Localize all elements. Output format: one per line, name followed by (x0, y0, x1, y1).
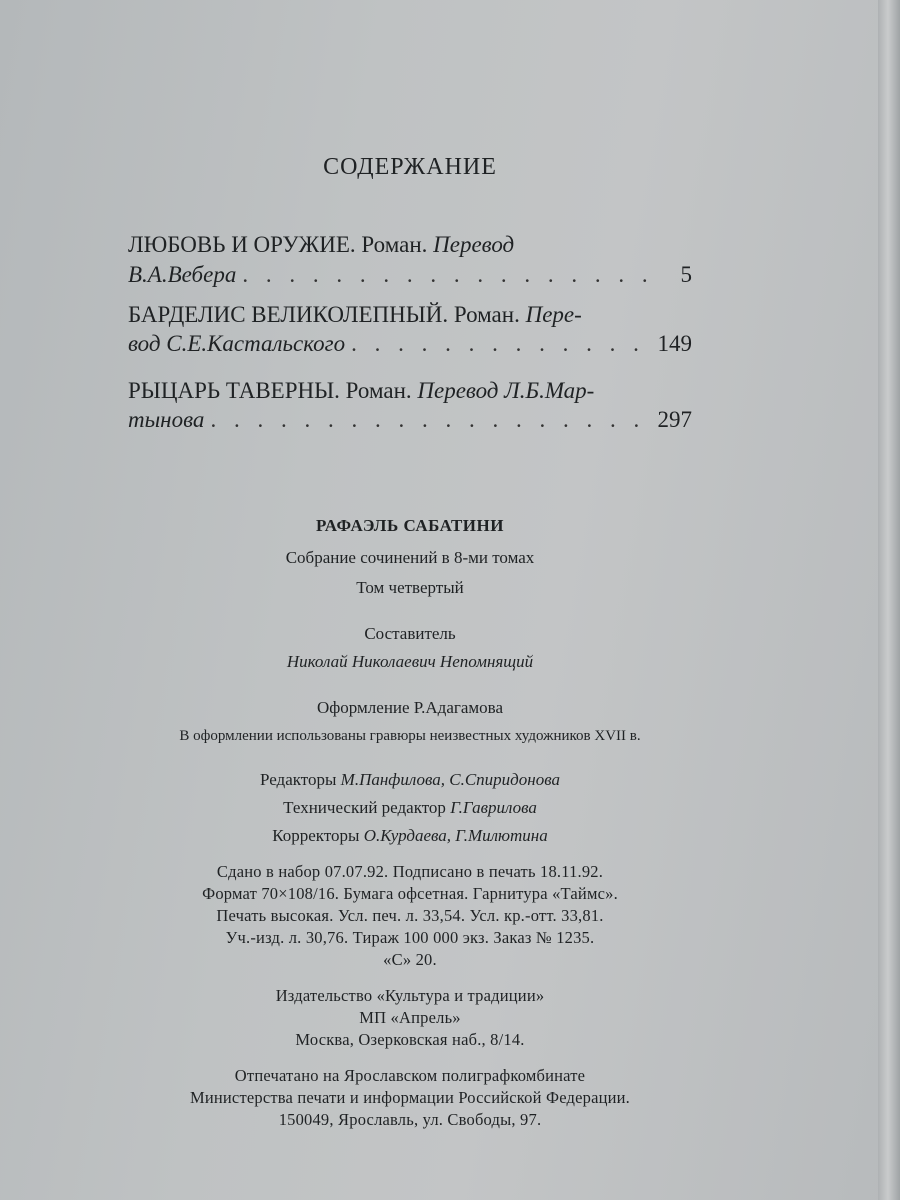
production-line-1: Сдано в набор 07.07.92. Подписано в печать 18.11.92. (216, 862, 604, 881)
publisher-line-2: МП «Апрель» (359, 1008, 461, 1027)
production-line-2: Формат 70×108/16. Бумага офсетная. Гарнитура «Таймс». (202, 884, 618, 903)
production-line-5: «С» 20. (383, 950, 437, 969)
imprint-tech-editor (0, 798, 820, 818)
imprint-author: РАФАЭЛЬ САБАТИНИ (316, 516, 504, 535)
imprint-engravings-note: В оформлении использованы гравюры неизвестных художников XVII в. (179, 728, 641, 744)
imprint-design: Оформление Р.Адагамова (317, 698, 503, 717)
imprint-editors (0, 770, 820, 790)
printer-line-1: Отпечатано на Ярославском полиграфкомбинате (234, 1066, 586, 1085)
toc-entry-3-line1 (128, 378, 594, 404)
imprint-editors-names: М.Панфилова, С.Спиридонова (340, 770, 560, 789)
toc-entry-1-page: 5 (680, 262, 692, 287)
toc-entry-2-page: 149 (657, 331, 692, 356)
imprint-compiler-name: Николай Николаевич Непомнящий (286, 652, 534, 671)
imprint-volume: Том четвертый (356, 578, 464, 597)
imprint-editors-label: Редакторы (260, 770, 337, 789)
imprint-tech-editor-name: Г.Гаврилова (450, 798, 537, 817)
toc-entry-3-title: РЫЦАРЬ ТАВЕРНЫ. Роман. (128, 378, 412, 403)
page-edge (878, 0, 900, 1200)
production-line-3: Печать высокая. Усл. печ. л. 33,54. Усл. кр.-отт. 33,81. (216, 906, 604, 925)
toc-entry-3-translation: Перевод Л.Б.Мар- (417, 378, 595, 403)
printer-line-3: 150049, Ярославль, ул. Свободы, 97. (278, 1110, 542, 1129)
toc-entry-3-page: 297 (657, 407, 692, 432)
imprint-tech-editor-label: Технический редактор (283, 798, 446, 817)
imprint-proofreaders-names: О.Курдаева, Г.Милютина (363, 826, 548, 845)
toc-entry-2-translation: Пере- (525, 302, 582, 327)
imprint-collection: Собрание сочинений в 8-ми томах (285, 548, 535, 567)
toc-entry-2-line2 (128, 331, 692, 357)
publisher-line-3: Москва, Озерковская наб., 8/14. (295, 1030, 525, 1049)
toc-entry-3-line2 (128, 407, 692, 433)
toc-entry-2-title: БАРДЕЛИС ВЕЛИКОЛЕПНЫЙ. Роман. (128, 302, 520, 327)
toc-entry-1-translator: В.А.Вебера (128, 262, 237, 287)
toc-leader-dots (242, 262, 658, 288)
production-line-4: Уч.-изд. л. 30,76. Тираж 100 000 экз. Заказ № 1235. (225, 928, 595, 947)
imprint-compiler-label: Составитель (364, 624, 456, 643)
imprint-proofreaders-label: Корректоры (272, 826, 360, 845)
toc-entry-1-translation: Перевод (433, 232, 515, 257)
publisher-line-1: Издательство «Культура и традиции» (275, 986, 545, 1005)
imprint-proofreaders (0, 826, 820, 846)
toc-title: СОДЕРЖАНИЕ (323, 154, 497, 180)
toc-entry-1-title: ЛЮБОВЬ И ОРУЖИЕ. Роман. (128, 232, 428, 257)
toc-entry-2-translator: вод С.Е.Кастальского (128, 331, 346, 356)
toc-leader-dots (351, 331, 651, 357)
toc-entry-2-line1 (128, 302, 582, 328)
toc-entry-1-line1 (128, 232, 514, 258)
toc-leader-dots (210, 407, 651, 433)
printer-line-2: Министерства печати и информации Российской Федерации. (189, 1088, 631, 1107)
toc-entry-3-translator: тынова (128, 407, 205, 432)
toc-entry-1-line2 (128, 262, 692, 288)
